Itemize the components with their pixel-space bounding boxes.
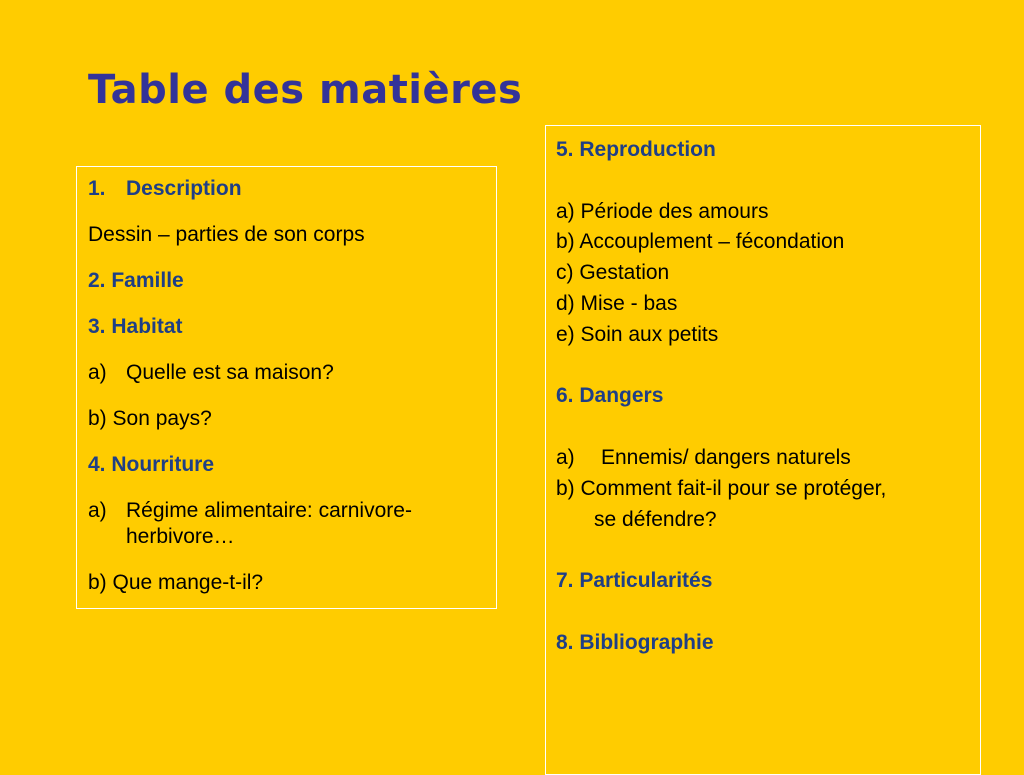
spacer — [556, 597, 972, 628]
toc-subitem-text: Régime alimentaire: carnivore-herbivore… — [126, 499, 412, 548]
toc-item-reproduction: 5. Reproduction — [556, 138, 716, 161]
toc-item-description — [88, 176, 488, 202]
toc-subitem-text: Quelle est sa maison? — [126, 361, 334, 384]
toc-subitem-dessin: Dessin – parties de son corps — [88, 223, 365, 246]
toc-subitem-amours: a) Période des amours — [556, 199, 769, 223]
toc-item-label: Description — [126, 177, 242, 200]
toc-item-famille: 2. Famille — [88, 269, 184, 292]
toc-subitem-letter: a) — [88, 361, 107, 384]
toc-left-panel — [76, 166, 497, 609]
toc-subitem-mise-bas: d) Mise - bas — [556, 291, 678, 315]
toc-subitem-letter: a) — [88, 499, 107, 522]
spacer — [556, 351, 972, 382]
toc-subitem-text: Ennemis/ dangers naturels — [601, 445, 851, 469]
toc-subitem-maison — [88, 360, 488, 386]
toc-item-number: 1. — [88, 177, 106, 200]
toc-subitem-proteger: b) Comment fait-il pour se protéger, — [556, 476, 887, 500]
toc-subitem-gestation: c) Gestation — [556, 261, 670, 285]
toc-subitem-ennemis — [556, 443, 972, 474]
toc-item-dangers: 6. Dangers — [556, 384, 664, 408]
toc-item-habitat: 3. Habitat — [88, 315, 183, 338]
toc-subitem-accouplement: b) Accouplement – fécondation — [556, 230, 845, 254]
spacer — [556, 535, 972, 566]
toc-subitem-defendre: se défendre? — [594, 507, 717, 531]
toc-subitem-soin: e) Soin aux petits — [556, 322, 719, 346]
spacer — [556, 166, 972, 197]
toc-subitem-regime — [88, 498, 488, 550]
toc-item-bibliographie: 8. Bibliographie — [556, 630, 714, 654]
toc-subitem-pays: b) Son pays? — [88, 407, 212, 430]
toc-right-panel — [545, 125, 981, 775]
toc-item-particularites: 7. Particularités — [556, 569, 713, 593]
toc-subitem-letter: a) — [556, 445, 575, 469]
spacer — [556, 412, 972, 443]
slide-title: Table des matières — [88, 67, 523, 113]
toc-item-nourriture: 4. Nourriture — [88, 453, 215, 476]
toc-subitem-mange: b) Que mange-t-il? — [88, 571, 264, 594]
